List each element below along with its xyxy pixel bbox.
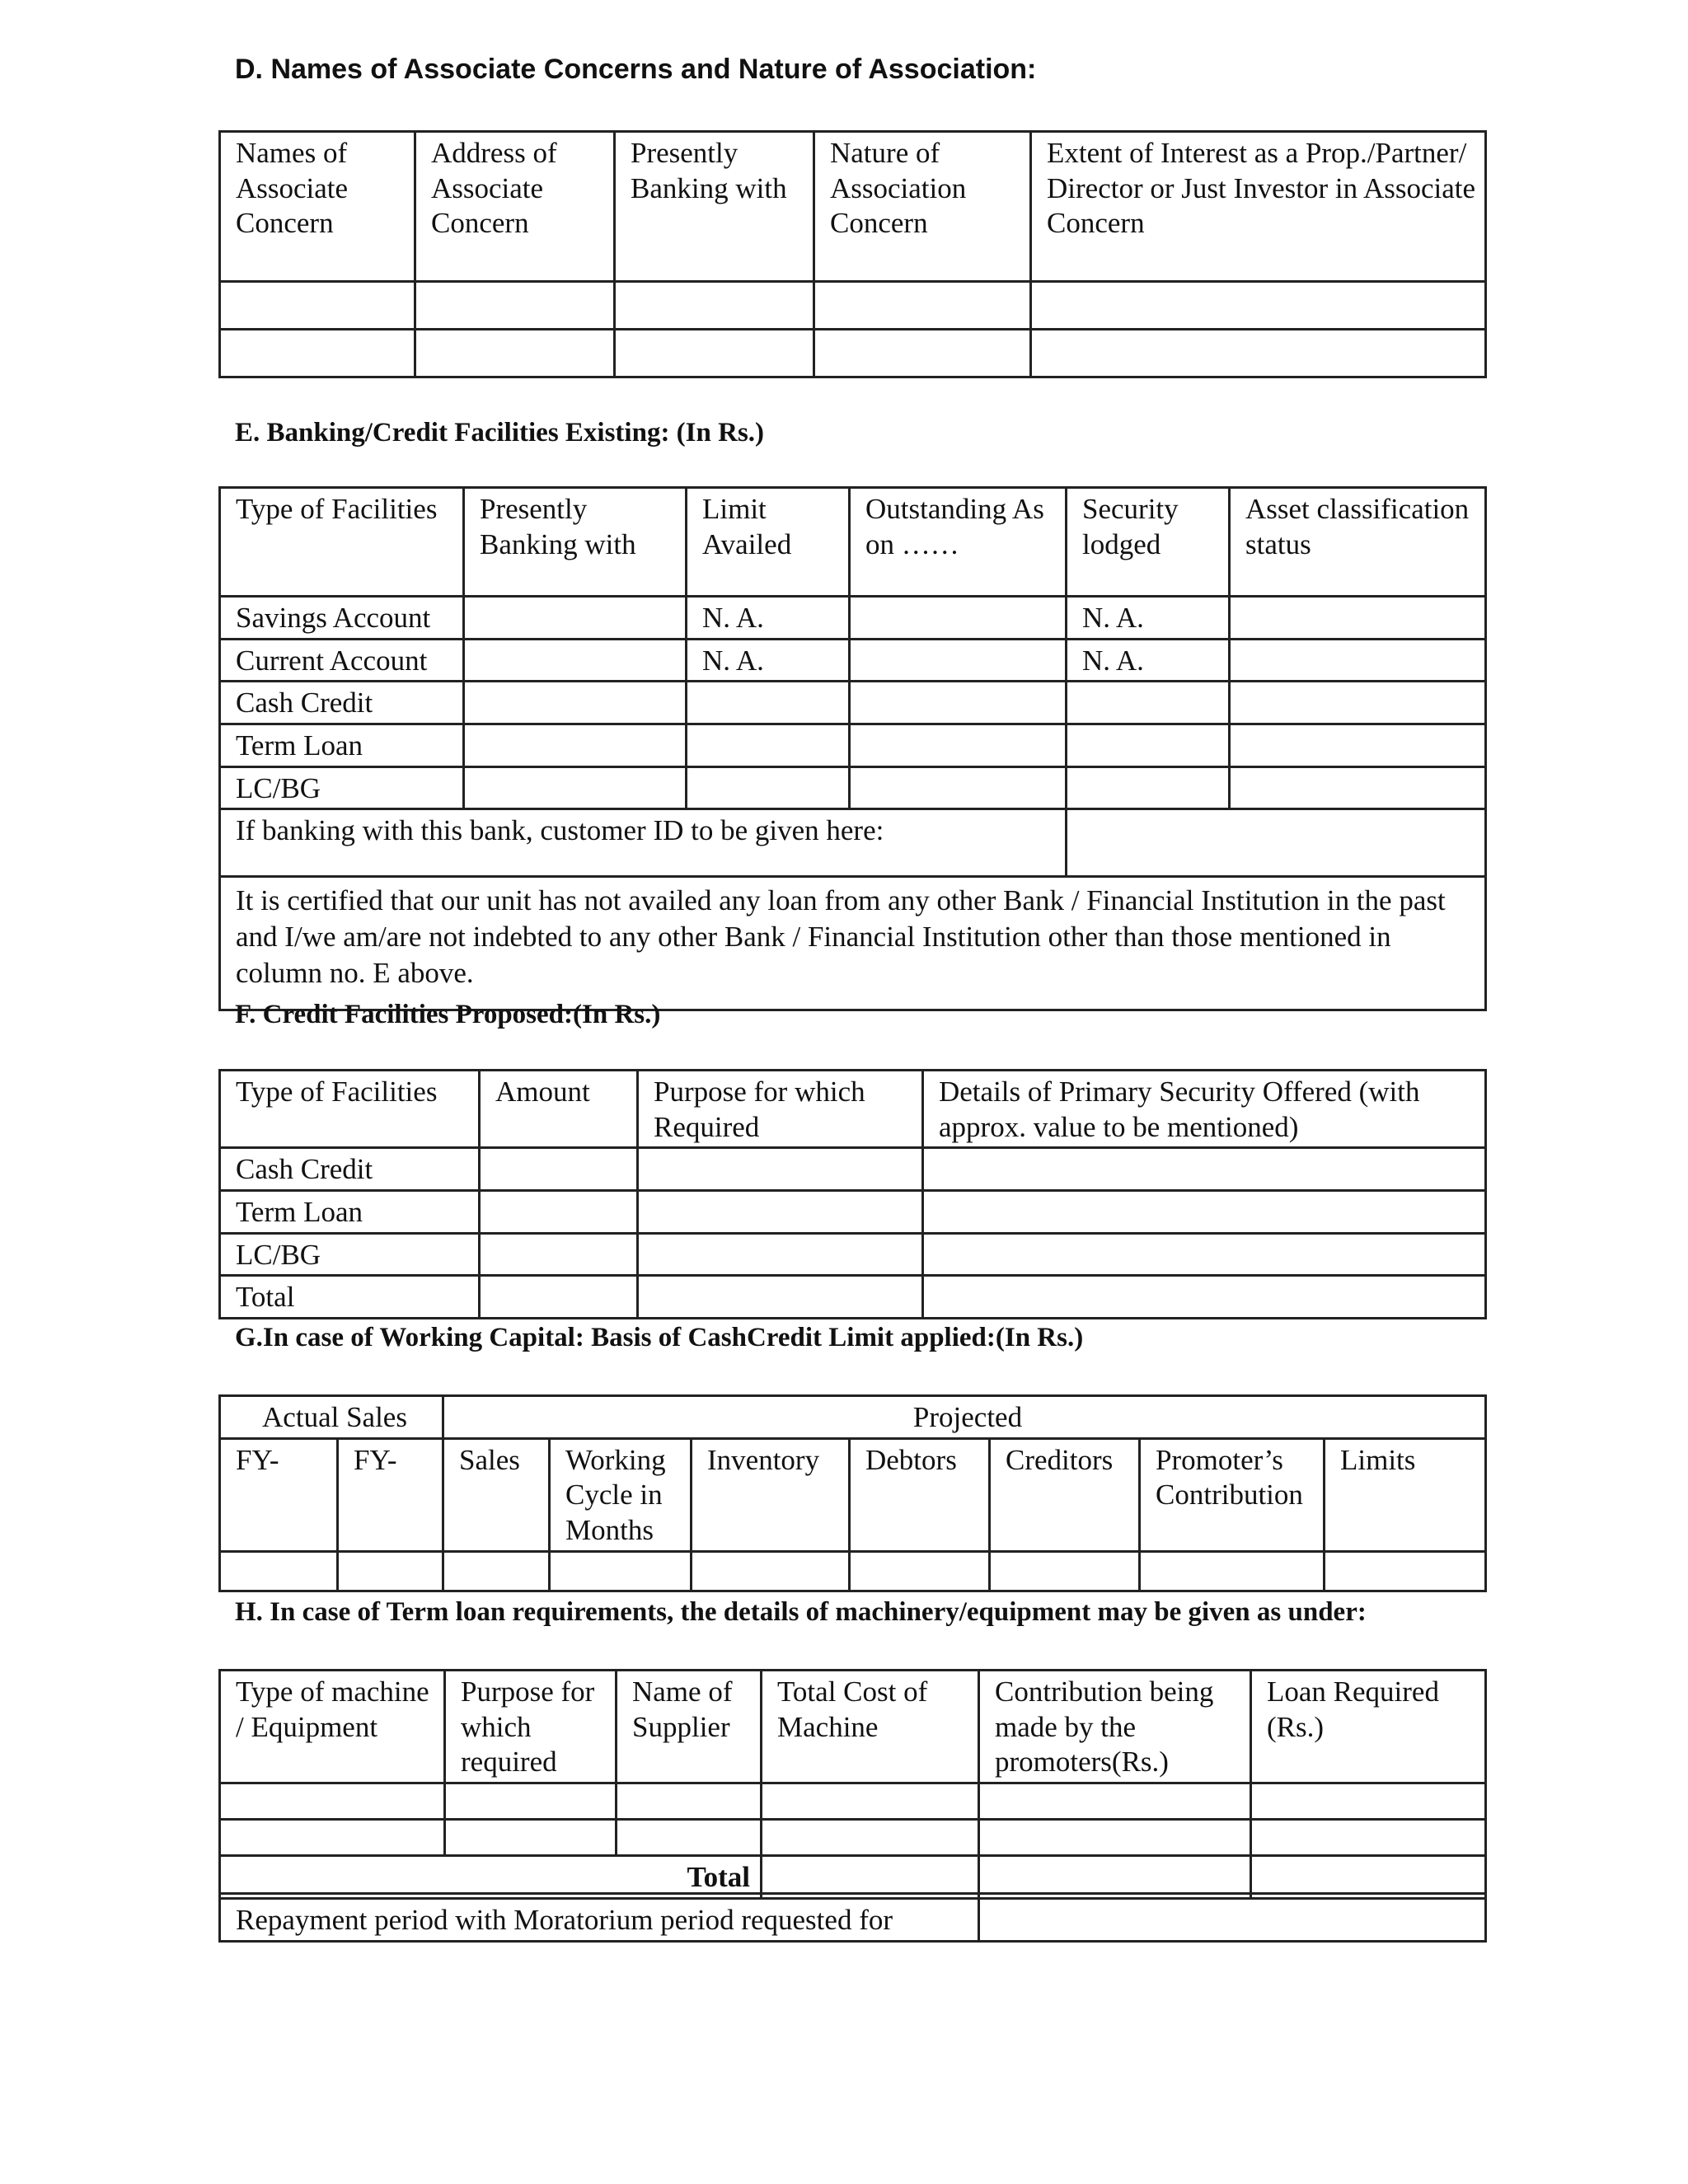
- input-cell[interactable]: [923, 1191, 1486, 1234]
- customer-id-row: [220, 809, 1486, 877]
- security-value: N. A.: [1067, 639, 1230, 682]
- header-cell: Working Cycle in Months: [550, 1438, 692, 1551]
- header-cell: Limits: [1325, 1438, 1486, 1551]
- table-row: [220, 1820, 1486, 1856]
- facility-type: Current Account: [220, 639, 464, 682]
- table-row: [220, 724, 1486, 767]
- input-cell[interactable]: [1140, 1551, 1325, 1591]
- input-cell[interactable]: [638, 1276, 923, 1319]
- header-cell: Address of Associate Concern: [415, 132, 615, 282]
- table-row: [220, 639, 1486, 682]
- facility-type: Savings Account: [220, 597, 464, 640]
- input-cell[interactable]: [1230, 766, 1486, 809]
- facility-type: Cash Credit: [220, 682, 464, 724]
- header-cell: Asset classification status: [1230, 488, 1486, 597]
- input-cell[interactable]: [923, 1148, 1486, 1191]
- limit-value: N. A.: [687, 639, 850, 682]
- input-cell[interactable]: [1067, 724, 1230, 767]
- input-cell[interactable]: [923, 1233, 1486, 1276]
- input-cell[interactable]: [1251, 1783, 1486, 1820]
- header-cell: Details of Primary Security Offered (with approx. value to be mentioned): [923, 1071, 1486, 1148]
- repayment-label: Repayment period with Moratorium period requested for: [220, 1894, 979, 1942]
- input-cell[interactable]: [220, 330, 415, 377]
- input-cell[interactable]: [480, 1276, 638, 1319]
- input-cell[interactable]: [687, 724, 850, 767]
- input-cell[interactable]: [1031, 282, 1486, 330]
- projected-group: Projected: [443, 1396, 1486, 1439]
- facility-type: Term Loan: [220, 724, 464, 767]
- header-cell: Inventory: [692, 1438, 850, 1551]
- facility-type: LC/BG: [220, 766, 464, 809]
- input-cell[interactable]: [850, 682, 1067, 724]
- input-cell[interactable]: [923, 1276, 1486, 1319]
- facility-type: Cash Credit: [220, 1148, 480, 1191]
- input-cell[interactable]: [464, 682, 687, 724]
- facility-type: LC/BG: [220, 1233, 480, 1276]
- header-cell: Contribution being made by the promoters(Rs.): [979, 1671, 1251, 1783]
- header-cell: Names of Associate Concern: [220, 132, 415, 282]
- input-cell[interactable]: [762, 1783, 979, 1820]
- header-cell: Sales: [443, 1438, 550, 1551]
- table-row: [220, 682, 1486, 724]
- input-cell[interactable]: [1031, 330, 1486, 377]
- header-cell: Type of Facilities: [220, 488, 464, 597]
- input-cell[interactable]: [480, 1191, 638, 1234]
- certification-row: [220, 877, 1486, 1010]
- table-row: [220, 766, 1486, 809]
- input-cell[interactable]: [979, 1820, 1251, 1856]
- header-cell: Amount: [480, 1071, 638, 1148]
- certification-text: It is certified that our unit has not availed any loan from any other Bank / Financial Institution in the past and I/we am/are not indebted to any other Bank / Financial Institution other than those mentioned in column no. E above.: [220, 877, 1486, 1010]
- input-cell[interactable]: [638, 1191, 923, 1234]
- section-h-title: H. In case of Term loan requirements, the details of machinery/equipment may be given as under:: [235, 1597, 1367, 1627]
- security-value: N. A.: [1067, 597, 1230, 640]
- input-cell[interactable]: [850, 766, 1067, 809]
- input-cell[interactable]: [464, 597, 687, 640]
- input-cell[interactable]: [687, 766, 850, 809]
- section-f-title: F. Credit Facilities Proposed:(In Rs.): [235, 1000, 661, 1029]
- facility-type: Term Loan: [220, 1191, 480, 1234]
- input-cell[interactable]: [615, 330, 814, 377]
- input-cell[interactable]: [990, 1551, 1140, 1591]
- input-cell[interactable]: [850, 1551, 990, 1591]
- table-row: [220, 1783, 1486, 1820]
- input-cell[interactable]: [220, 1820, 445, 1856]
- header-cell: FY-: [220, 1438, 338, 1551]
- input-cell[interactable]: [1230, 682, 1486, 724]
- table-row: [220, 597, 1486, 640]
- header-cell: FY-: [338, 1438, 443, 1551]
- input-cell[interactable]: [1325, 1551, 1486, 1591]
- input-cell[interactable]: [1251, 1820, 1486, 1856]
- header-cell: Type of machine / Equipment: [220, 1671, 445, 1783]
- header-cell: Name of Supplier: [617, 1671, 762, 1783]
- table-row: [220, 1233, 1486, 1276]
- input-cell[interactable]: [445, 1820, 617, 1856]
- input-cell[interactable]: [480, 1148, 638, 1191]
- section-g-title: G.In case of Working Capital: Basis of CashCredit Limit applied:(In Rs.): [235, 1323, 1084, 1352]
- header-cell: Purpose for which Required: [638, 1071, 923, 1148]
- input-cell[interactable]: [220, 282, 415, 330]
- header-cell: Promoter’s Contribution: [1140, 1438, 1325, 1551]
- input-cell[interactable]: [762, 1820, 979, 1856]
- table-row: [220, 282, 1486, 330]
- input-cell[interactable]: [464, 766, 687, 809]
- existing-facilities-table: [218, 486, 1487, 1011]
- input-cell[interactable]: [979, 1783, 1251, 1820]
- input-cell[interactable]: [617, 1820, 762, 1856]
- input-cell[interactable]: [850, 724, 1067, 767]
- input-cell[interactable]: [638, 1148, 923, 1191]
- header-cell: Creditors: [990, 1438, 1140, 1551]
- input-cell[interactable]: [220, 1551, 338, 1591]
- machinery-table: [218, 1669, 1487, 1900]
- facility-type: Total: [220, 1276, 480, 1319]
- associate-concerns-table: [218, 130, 1487, 378]
- input-cell[interactable]: [615, 282, 814, 330]
- input-cell[interactable]: [338, 1551, 443, 1591]
- header-cell: Type of Facilities: [220, 1071, 480, 1148]
- customer-id-label: If banking with this bank, customer ID to be given here:: [220, 809, 1067, 877]
- customer-id-input[interactable]: [1067, 809, 1486, 877]
- header-cell: Extent of Interest as a Prop./Partner/ Director or Just Investor in Associate Concern: [1031, 132, 1486, 282]
- input-cell[interactable]: [464, 724, 687, 767]
- actual-sales-group: Actual Sales: [220, 1396, 443, 1439]
- input-cell[interactable]: [850, 639, 1067, 682]
- input-cell[interactable]: [1067, 682, 1230, 724]
- header-cell: Security lodged: [1067, 488, 1230, 597]
- header-cell: Presently Banking with: [615, 132, 814, 282]
- limit-value: N. A.: [687, 597, 850, 640]
- input-cell[interactable]: [814, 330, 1031, 377]
- input-cell[interactable]: [692, 1551, 850, 1591]
- table-row: [220, 1191, 1486, 1234]
- input-cell[interactable]: [443, 1551, 550, 1591]
- table-row: [220, 330, 1486, 377]
- input-cell[interactable]: [1230, 724, 1486, 767]
- header-cell: Loan Required (Rs.): [1251, 1671, 1486, 1783]
- total-label: Total: [220, 1856, 762, 1899]
- input-cell[interactable]: [445, 1783, 617, 1820]
- input-cell[interactable]: [850, 597, 1067, 640]
- repayment-input[interactable]: [979, 1894, 1486, 1942]
- repayment-table: [218, 1892, 1487, 1943]
- table-row: [220, 1276, 1486, 1319]
- header-cell: Presently Banking with: [464, 488, 687, 597]
- input-cell[interactable]: [464, 639, 687, 682]
- input-cell[interactable]: [220, 1783, 445, 1820]
- section-d-title: D. Names of Associate Concerns and Nature of Association:: [235, 54, 1037, 85]
- working-capital-table: [218, 1394, 1487, 1592]
- input-cell[interactable]: [1230, 597, 1486, 640]
- input-cell[interactable]: [638, 1233, 923, 1276]
- input-cell[interactable]: [1067, 766, 1230, 809]
- input-cell[interactable]: [1230, 639, 1486, 682]
- section-e-title: E. Banking/Credit Facilities Existing: (In Rs.): [235, 418, 765, 448]
- input-cell[interactable]: [415, 330, 615, 377]
- table-row: [220, 1551, 1486, 1591]
- header-cell: Limit Availed: [687, 488, 850, 597]
- header-cell: Total Cost of Machine: [762, 1671, 979, 1783]
- proposed-facilities-table: [218, 1069, 1487, 1319]
- input-cell[interactable]: [687, 682, 850, 724]
- input-cell[interactable]: [814, 282, 1031, 330]
- header-cell: Debtors: [850, 1438, 990, 1551]
- header-cell: Nature of Association Concern: [814, 132, 1031, 282]
- input-cell[interactable]: [480, 1233, 638, 1276]
- input-cell[interactable]: [415, 282, 615, 330]
- input-cell[interactable]: [617, 1783, 762, 1820]
- table-row: [220, 1148, 1486, 1191]
- input-cell[interactable]: [550, 1551, 692, 1591]
- header-cell: Purpose for which required: [445, 1671, 617, 1783]
- header-cell: Outstanding As on ……: [850, 488, 1067, 597]
